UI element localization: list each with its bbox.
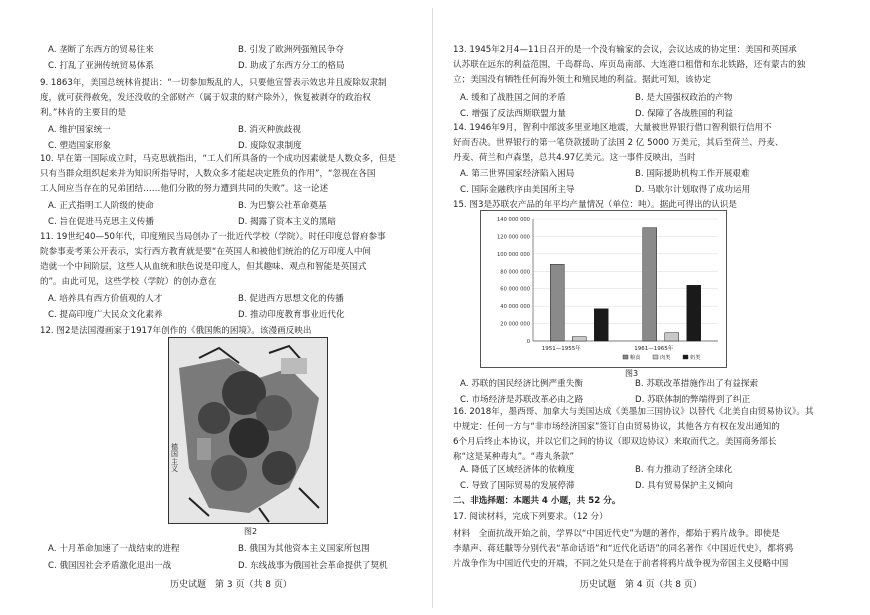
answer-option[interactable]: B. 有力推动了经济全球化 (635, 465, 733, 475)
answer-option[interactable]: A. 培养具有西方价值观的人才 (48, 294, 163, 304)
x-tick-label: 1951—1955年 (541, 346, 581, 352)
q14-line: 好而否决。世界银行的第一笔贷款援助了法国 2 亿 5000 万美元，其后至荷兰、丹麦、 (453, 138, 784, 148)
bar-奶类 (594, 309, 608, 341)
legend-label: 奶类 (690, 355, 701, 361)
answer-option[interactable]: C. 提高印度广大民众文化素养 (48, 310, 163, 320)
legend-swatch (623, 355, 628, 359)
answer-option[interactable]: D. 苏联体制的弊端得到了纠正 (635, 395, 751, 405)
y-tick-label: 40 000 000 (500, 304, 530, 311)
answer-option[interactable]: B. 消灭种族歧视 (238, 125, 301, 135)
answer-option[interactable]: D. 具有贸易保护主义倾向 (635, 481, 734, 491)
figure-2-caption: 图2 (244, 527, 258, 536)
answer-option[interactable]: D. 东线战事为俄国社会革命提供了契机 (238, 561, 388, 571)
q9-line: 9. 1863年，美国总统林肯提出：“一切参加叛乱的人，只要他宣誓表示效忠并且废除奴隶制 (40, 78, 387, 88)
answer-option[interactable]: A. 维护国家统一 (48, 125, 111, 135)
answer-option[interactable]: D. 马歇尔计划取得了成功运用 (635, 185, 751, 195)
y-tick-label: 20 000 000 (500, 321, 530, 328)
figure-2-cartoon (168, 337, 328, 524)
answer-option[interactable]: D. 废除奴隶制度 (238, 141, 302, 151)
q14-line: 丹麦、荷兰和卢森堡，总共4.97亿美元。这一事件反映出，当时 (453, 153, 696, 163)
answer-option[interactable]: A. 降低了区域经济体的依赖度 (460, 465, 575, 475)
y-tick-label: 80 000 000 (500, 269, 530, 276)
cartoon-illustration (169, 338, 327, 523)
answer-option[interactable]: B. 引发了欧洲列强殖民争夺 (238, 45, 344, 55)
answer-option[interactable]: C. 打乱了亚洲传统贸易体系 (48, 61, 154, 71)
answer-option[interactable]: D. 推动印度教育事业近代化 (238, 310, 345, 320)
answer-option[interactable]: B. 为巴黎公社革命奠基 (238, 201, 327, 211)
q16-line: 6个月后终止本协议，并以它们之间的协议（即双边协议）来取而代之。美国商务部长 (453, 437, 777, 447)
answer-option[interactable]: C. 俄国因社会矛盾激化退出一战 (48, 561, 172, 571)
answer-option[interactable]: B. 是大国强权政治的产物 (635, 93, 733, 103)
material-line: 片战争作为中国近代史的开端，不同之处只是在于前者将鸦片战争视为帝国主义侵略中国 (453, 559, 789, 569)
question-17-stem: 17. 阅读材料，完成下列要求。（12 分） (453, 512, 608, 522)
y-tick-label: 120 000 000 (496, 234, 530, 241)
answer-option[interactable]: D. 助成了东西方分工的格局 (238, 61, 345, 71)
answer-option[interactable]: B. 苏联改革措施作出了有益探索 (635, 379, 759, 389)
answer-option[interactable]: A. 十月革命加速了一战结束的进程 (48, 544, 180, 554)
y-tick-label: 60 000 000 (500, 286, 530, 293)
answer-option[interactable]: C. 导致了国际贸易的发展停滞 (460, 481, 575, 491)
material-line: 李鼎声、蒋廷黻等分别代表“革命话语”和“近代化话语”的同名著作《中国近代史》，都将鸦 (453, 544, 794, 554)
q9-line: 利。”林肯的主要目的是 (40, 108, 127, 118)
page-footer-right: 历史试题 第 4 页（共 8 页） (580, 580, 702, 590)
answer-option[interactable]: C. 国际金融秩序由美国所主导 (460, 185, 575, 195)
q14-line: 14. 1946年9月，智利中部波多里亚地区地震，大量被世界银行借口智利银行信用不 (453, 123, 772, 133)
bar-肉类 (572, 337, 586, 341)
q11-line: 的”。由此可见，这些学校（学院）的创办意在 (40, 277, 217, 287)
q9-line: 度，就可获得赦免，发还没收的全部财产（属于奴隶的财产除外），恢复被剥夺的政治权 (40, 93, 371, 103)
q16-line: 16. 2018年，墨西哥、加拿大与美国达成《美墨加三国协议》以替代《北美自由贸易协议》。其 (453, 407, 814, 417)
question-12-stem: 12. 图2是法国漫画家于1917年创作的《俄国熊的困境》。该漫画反映出 (40, 326, 312, 336)
legend-label: 肉类 (660, 355, 671, 361)
answer-option[interactable]: B. 促进西方思想文化的传播 (238, 294, 344, 304)
q13-line: 13. 1945年2月4—11日召开的是一个没有输家的会议，会议达成的协定里：美国和英国承 (453, 45, 797, 55)
q11-line: 造就一个中间阶层，这些人从血统和肤色说是印度人，但其趣味、观点和智能是英国式 (40, 262, 367, 272)
answer-option[interactable]: A. 第三世界国家经济陷入困局 (460, 169, 575, 179)
right-page (435, 0, 865, 615)
answer-option[interactable]: A. 缓和了战胜国之间的矛盾 (460, 93, 566, 103)
q10-line: 只有当群众组织起来并为知识所指导时，人数众多才能起决定胜负的作用”，“忽视在各国 (40, 169, 376, 179)
answer-option[interactable]: D. 保障了各战胜国的利益 (635, 109, 734, 119)
answer-option[interactable]: C. 塑造国家形象 (48, 141, 112, 151)
q13-line: 立；美国没有牺牲任何海外领土和殖民地的利益。据此可知，该协定 (453, 75, 711, 85)
answer-option[interactable]: D. 揭露了资本主义的黑暗 (238, 217, 337, 227)
answer-option[interactable]: C. 旨在促进马克思主义传播 (48, 217, 154, 227)
page-divider (432, 8, 433, 608)
bar-肉类 (665, 333, 679, 341)
answer-option[interactable]: B. 俄国为其他资本主义国家所包围 (238, 544, 370, 554)
figure-3-chart (480, 210, 727, 368)
q13-line: 认苏联在远东的利益范围，千岛群岛、库页岛南部、大连港口租借和东北铁路，还有蒙古的独 (453, 60, 806, 70)
y-tick-label: 100 000 000 (496, 251, 530, 258)
page-footer-left: 历史试题 第 3 页（共 8 页） (170, 580, 292, 590)
answer-option[interactable]: B. 国际援助机构工作开展艰难 (635, 169, 750, 179)
answer-option[interactable]: A. 垄断了东西方的贸易往来 (48, 45, 154, 55)
q11-line: 院参事麦考莱公开表示，实行西方教育就是要“在英国人和被他们统治的亿万印度人中间 (40, 247, 372, 257)
answer-option[interactable]: C. 增强了反法西斯联盟力量 (460, 109, 566, 119)
y-tick-label: 0 (526, 339, 530, 345)
q11-line: 11. 19世纪40—50年代，印度殖民当局创办了一批近代学校（学院）。时任印度总督府参事 (40, 232, 386, 242)
bar-粮食 (643, 228, 657, 341)
q16-line: 称“这是某种毒丸”。“毒丸条款” (453, 452, 574, 462)
answer-option[interactable]: A. 苏联的国民经济比例严重失衡 (460, 379, 583, 389)
legend-swatch (653, 355, 658, 359)
figure-3-caption: 图3 (625, 369, 639, 378)
legend-swatch (683, 355, 688, 359)
q10-line: 工人间应当存在的兄弟团结……他们分散的努力遭到共同的失败”。这一论述 (40, 184, 329, 194)
y-tick-label: 140 000 000 (496, 217, 530, 223)
left-page (0, 0, 420, 615)
answer-option[interactable]: A. 正式指明工人阶级的使命 (48, 201, 154, 211)
section-2-heading: 二、非选择题：本题共 4 小题，共 52 分。 (453, 496, 621, 506)
bar-粮食 (550, 264, 564, 341)
legend-label: 粮食 (630, 355, 641, 361)
x-tick-label: 1961—1965年 (634, 346, 674, 352)
q16-line: 中规定：任何一方与“非市场经济国家”签订自由贸易协议，其他各方有权在发出通知的 (453, 422, 780, 432)
cartoon-label: 德国主义 (171, 443, 178, 474)
q10-line: 10. 早在第一国际成立时，马克思就指出，“工人们所具备的一个成功因素就是人数众多，但是 (40, 154, 397, 164)
question-15-stem: 15. 图3是苏联农产品的年平均产量情况（单位：吨）。据此可得出的认识是 (453, 200, 737, 210)
bar-chart (481, 211, 726, 367)
bar-奶类 (687, 285, 701, 341)
material-line: 材料 全面抗战开始之前，学界以“中国近代史”为题的著作，都始于鸦片战争。即使是 (453, 529, 780, 539)
answer-option[interactable]: C. 市场经济是苏联改革必由之路 (460, 395, 584, 405)
